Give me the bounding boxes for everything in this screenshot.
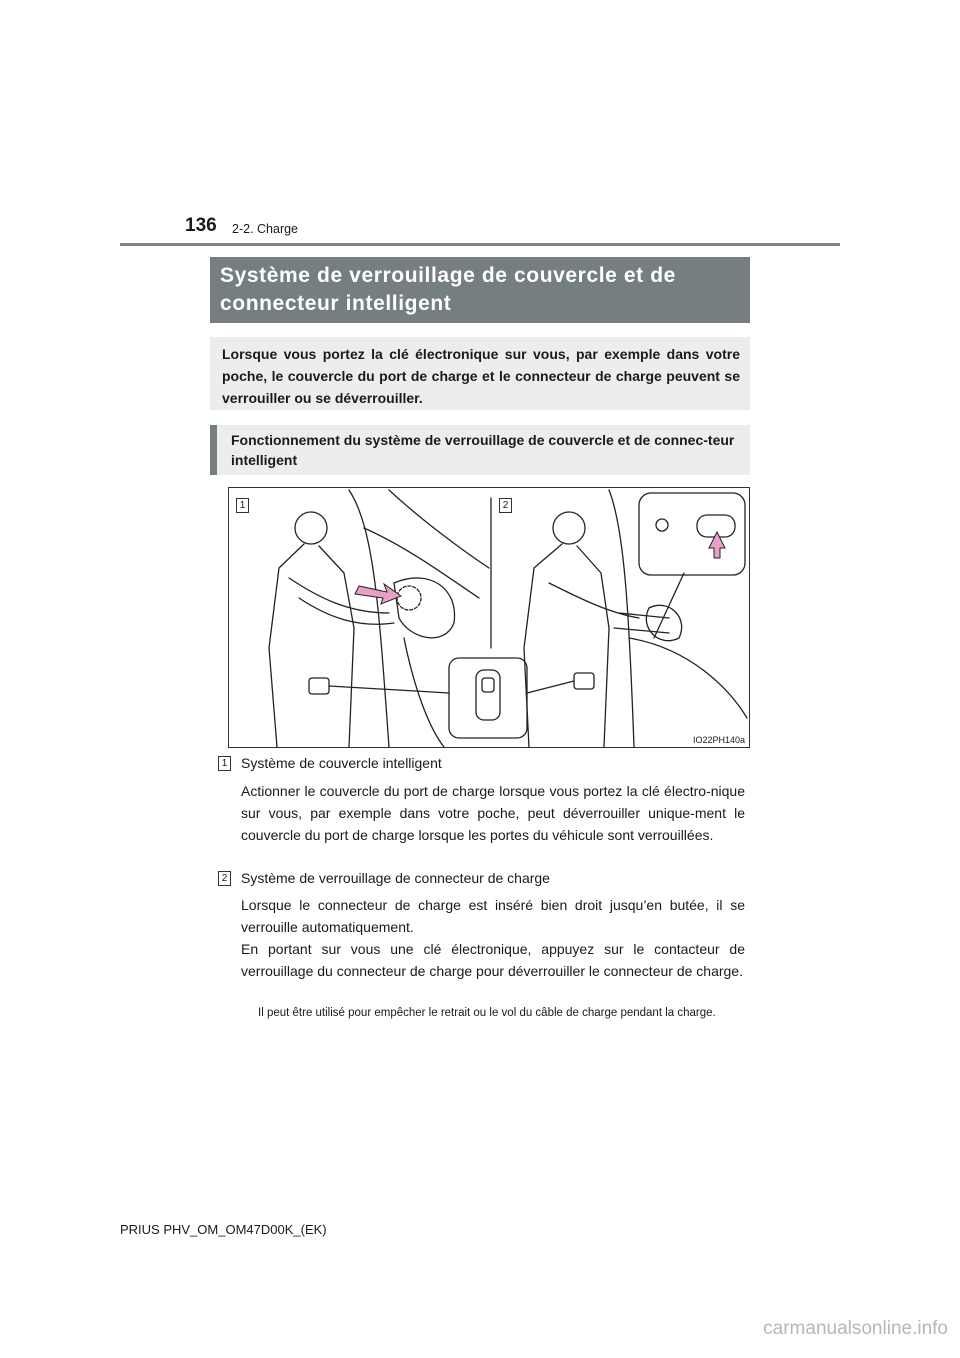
illustration-drawing [229, 488, 749, 747]
intro-text: Lorsque vous portez la clé électronique sur vous, par exemple dans votre poche, le couvercle du port de charge et le connecteur de charge peuvent se verrouiller ou se déverrouiller. [210, 337, 750, 410]
item-title-2: Système de verrouillage de connecteur de charge [241, 870, 550, 886]
item-note-2: Il peut être utilisé pour empêcher le retrait ou le vol du câble de charge pendant la charge. [258, 1007, 716, 1019]
header-rule [120, 243, 840, 246]
illustration-figure [228, 487, 750, 748]
figure-callout-1: 1 [236, 498, 249, 513]
item-text-2a: Lorsque le connecteur de charge est inséré bien droit jusqu’en butée, il se verrouille automatiquement. [241, 897, 745, 935]
item-text-1: Actionner le couvercle du port de charge lorsque vous portez la clé électro-nique sur vous, par exemple dans votre poche, peut déverrouiller unique-ment le couvercle du port de charge lorsque les portes du véhicule sont verrouillées. [241, 783, 745, 843]
figure-callout-2: 2 [499, 498, 512, 513]
item-text-2b: En portant sur vous une clé électronique, appuyez sur le contacteur de verrouillage du connecteur de charge pour déverrouiller le connecteur de charge. [241, 941, 745, 979]
page-title: Système de verrouillage de couvercle et de connecteur intelligent [210, 257, 750, 323]
section-label: 2-2. Charge [232, 222, 299, 236]
item-title-1: Système de couvercle intelligent [241, 755, 442, 771]
item-number-2: 2 [218, 871, 231, 886]
item-number-1: 1 [218, 756, 231, 771]
section-subheading: Fonctionnement du système de verrouillage de couvercle et de connec-teur intelligent [210, 425, 750, 475]
figure-code: IO22PH140a [692, 735, 745, 745]
page-number: 136 [185, 215, 217, 236]
watermark: carmanualsonline.info [763, 1318, 948, 1339]
document-code: PRIUS PHV_OM_OM47D00K_(EK) [120, 1222, 327, 1237]
